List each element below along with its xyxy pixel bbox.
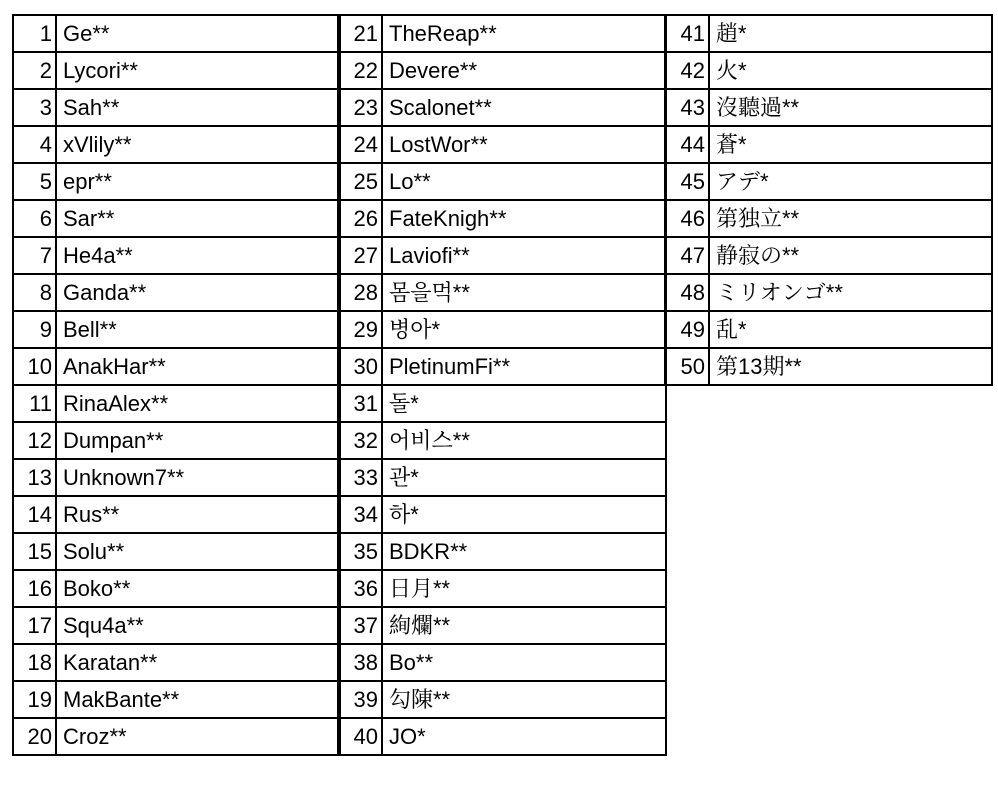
player-name: 하*	[382, 496, 666, 533]
rank-number: 6	[13, 200, 56, 237]
rank-number: 46	[665, 200, 709, 237]
table-row	[338, 200, 666, 237]
table-row	[13, 311, 340, 348]
rank-number: 31	[338, 385, 382, 422]
table-row	[665, 237, 992, 274]
rank-number: 13	[13, 459, 56, 496]
rank-number: 2	[13, 52, 56, 89]
player-name: Sah**	[56, 89, 340, 126]
rank-number: 33	[338, 459, 382, 496]
player-name: TheReap**	[382, 15, 666, 52]
table-row	[338, 237, 666, 274]
table-row	[665, 163, 992, 200]
table-row	[665, 200, 992, 237]
player-name: Lo**	[382, 163, 666, 200]
player-name: ミリオンゴ**	[709, 274, 992, 311]
table-row	[338, 718, 666, 755]
rank-number: 44	[665, 126, 709, 163]
player-name: 돌*	[382, 385, 666, 422]
player-name: 병아*	[382, 311, 666, 348]
table-row	[665, 126, 992, 163]
table-row	[13, 348, 340, 385]
player-name: 静寂の**	[709, 237, 992, 274]
player-name: 日月**	[382, 570, 666, 607]
table-row	[665, 311, 992, 348]
table-row	[338, 348, 666, 385]
player-name: Dumpan**	[56, 422, 340, 459]
player-name: 勾陳**	[382, 681, 666, 718]
table-row	[338, 15, 666, 52]
player-name: Ge**	[56, 15, 340, 52]
table-row	[13, 15, 340, 52]
player-name: 관*	[382, 459, 666, 496]
ranking-table-body	[665, 15, 992, 385]
player-name: Scalonet**	[382, 89, 666, 126]
rank-number: 20	[13, 718, 56, 755]
table-row	[338, 163, 666, 200]
table-row	[13, 533, 340, 570]
table-row	[338, 644, 666, 681]
table-row	[665, 89, 992, 126]
table-row	[338, 422, 666, 459]
table-row	[665, 52, 992, 89]
player-name: LostWor**	[382, 126, 666, 163]
ranking-table-column-1	[12, 14, 341, 756]
rank-number: 22	[338, 52, 382, 89]
player-name: RinaAlex**	[56, 385, 340, 422]
table-row	[13, 496, 340, 533]
table-row	[338, 274, 666, 311]
rank-number: 15	[13, 533, 56, 570]
table-row	[13, 237, 340, 274]
rank-number: 43	[665, 89, 709, 126]
ranking-table-body	[338, 15, 666, 755]
player-name: JO*	[382, 718, 666, 755]
rank-number: 7	[13, 237, 56, 274]
rank-number: 42	[665, 52, 709, 89]
table-row	[13, 385, 340, 422]
rank-number: 4	[13, 126, 56, 163]
rank-number: 26	[338, 200, 382, 237]
rank-number: 12	[13, 422, 56, 459]
table-row	[13, 459, 340, 496]
player-name: He4a**	[56, 237, 340, 274]
rank-number: 24	[338, 126, 382, 163]
table-row	[13, 607, 340, 644]
table-row	[13, 681, 340, 718]
player-name: Karatan**	[56, 644, 340, 681]
player-name: Squ4a**	[56, 607, 340, 644]
rank-number: 40	[338, 718, 382, 755]
rank-number: 35	[338, 533, 382, 570]
player-name: 어비스**	[382, 422, 666, 459]
rank-number: 48	[665, 274, 709, 311]
table-row	[13, 570, 340, 607]
player-name: Unknown7**	[56, 459, 340, 496]
ranking-table-column-3	[664, 14, 993, 386]
rank-number: 5	[13, 163, 56, 200]
player-name: 第13期**	[709, 348, 992, 385]
rank-number: 28	[338, 274, 382, 311]
rank-number: 36	[338, 570, 382, 607]
player-name: 沒聽過**	[709, 89, 992, 126]
rank-number: 49	[665, 311, 709, 348]
table-row	[13, 200, 340, 237]
table-row	[13, 644, 340, 681]
table-row	[338, 89, 666, 126]
table-row	[13, 274, 340, 311]
rank-number: 27	[338, 237, 382, 274]
table-row	[338, 496, 666, 533]
rank-number: 30	[338, 348, 382, 385]
table-row	[338, 126, 666, 163]
player-name: BDKR**	[382, 533, 666, 570]
player-name: 第独立**	[709, 200, 992, 237]
rank-number: 17	[13, 607, 56, 644]
rank-number: 39	[338, 681, 382, 718]
rank-number: 47	[665, 237, 709, 274]
ranking-table-column-2	[337, 14, 667, 756]
player-name: 趙*	[709, 15, 992, 52]
rank-number: 50	[665, 348, 709, 385]
player-name: AnakHar**	[56, 348, 340, 385]
table-row	[338, 570, 666, 607]
player-name: Bell**	[56, 311, 340, 348]
table-row	[13, 718, 340, 755]
rank-number: 41	[665, 15, 709, 52]
table-row	[13, 126, 340, 163]
player-name: MakBante**	[56, 681, 340, 718]
player-name: Croz**	[56, 718, 340, 755]
player-name: Lycori**	[56, 52, 340, 89]
player-name: Devere**	[382, 52, 666, 89]
table-row	[338, 607, 666, 644]
rank-number: 14	[13, 496, 56, 533]
rank-number: 19	[13, 681, 56, 718]
player-name: Rus**	[56, 496, 340, 533]
table-row	[338, 311, 666, 348]
table-row	[338, 52, 666, 89]
table-row	[338, 681, 666, 718]
table-row	[13, 163, 340, 200]
player-name: 乱*	[709, 311, 992, 348]
rank-number: 21	[338, 15, 382, 52]
player-name: 火*	[709, 52, 992, 89]
ranking-table-body	[13, 15, 340, 755]
player-name: Sar**	[56, 200, 340, 237]
player-name: 絢爛**	[382, 607, 666, 644]
rank-number: 8	[13, 274, 56, 311]
player-name: Solu**	[56, 533, 340, 570]
table-row	[338, 533, 666, 570]
table-row	[665, 348, 992, 385]
player-name: xVlily**	[56, 126, 340, 163]
table-row	[13, 422, 340, 459]
rank-number: 25	[338, 163, 382, 200]
player-name: Boko**	[56, 570, 340, 607]
player-name: FateKnigh**	[382, 200, 666, 237]
rank-number: 10	[13, 348, 56, 385]
rank-number: 3	[13, 89, 56, 126]
table-row	[338, 385, 666, 422]
rank-number: 32	[338, 422, 382, 459]
table-row	[13, 52, 340, 89]
rank-number: 37	[338, 607, 382, 644]
rank-number: 29	[338, 311, 382, 348]
table-row	[338, 459, 666, 496]
player-name: epr**	[56, 163, 340, 200]
player-name: PletinumFi**	[382, 348, 666, 385]
rank-number: 9	[13, 311, 56, 348]
rank-number: 11	[13, 385, 56, 422]
rank-number: 18	[13, 644, 56, 681]
table-row	[665, 274, 992, 311]
rank-number: 23	[338, 89, 382, 126]
rank-number: 38	[338, 644, 382, 681]
rank-number: 45	[665, 163, 709, 200]
player-name: Laviofi**	[382, 237, 666, 274]
player-name: 蒼*	[709, 126, 992, 163]
table-row	[665, 15, 992, 52]
player-name: アデ*	[709, 163, 992, 200]
rank-number: 16	[13, 570, 56, 607]
player-name: Ganda**	[56, 274, 340, 311]
rank-number: 1	[13, 15, 56, 52]
player-name: 몸을먹**	[382, 274, 666, 311]
table-row	[13, 89, 340, 126]
rank-number: 34	[338, 496, 382, 533]
player-name: Bo**	[382, 644, 666, 681]
